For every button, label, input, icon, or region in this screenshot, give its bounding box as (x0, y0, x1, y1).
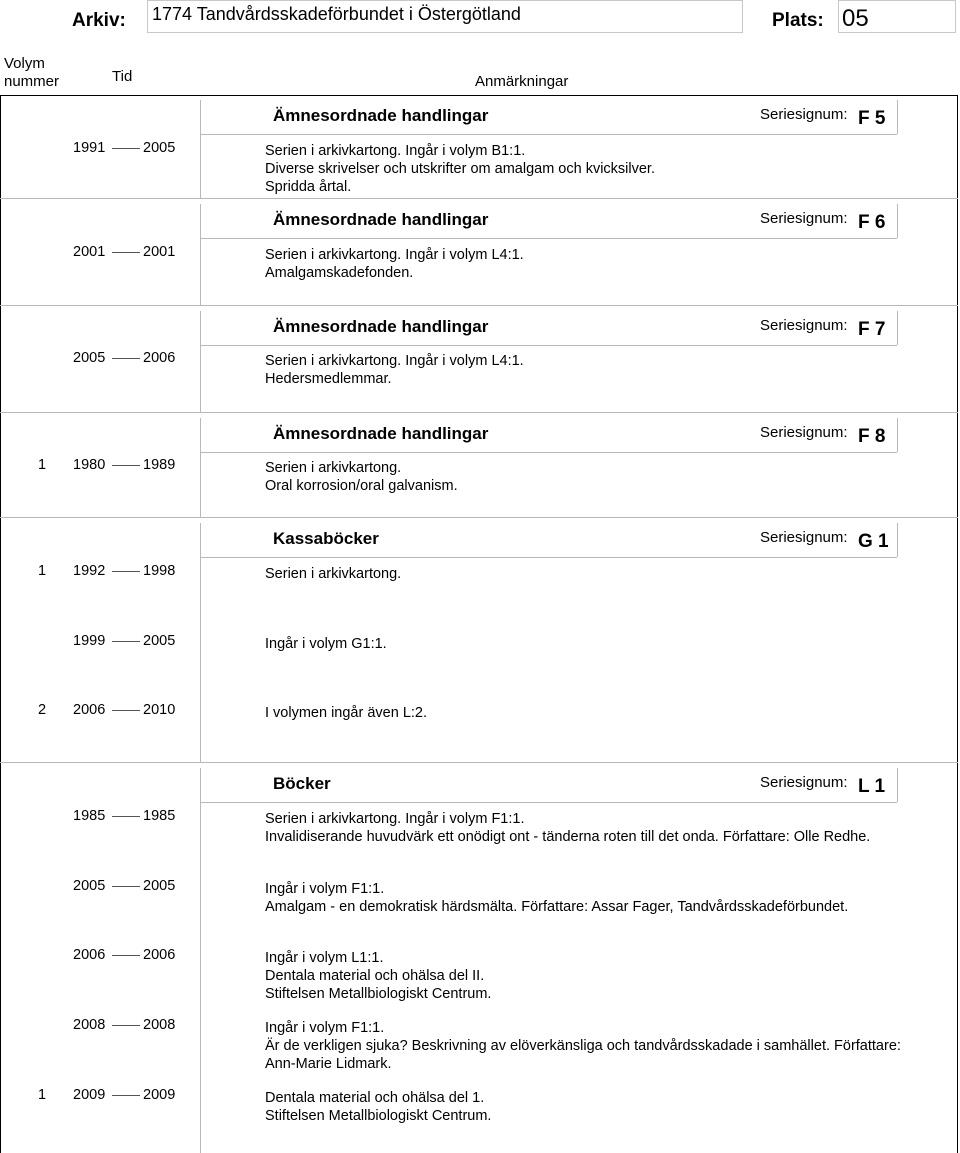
remark-line: Ingår i volym G1:1. (265, 636, 387, 652)
remark-line: Diverse skrivelser och utskrifter om amalgam och kvicksilver. (265, 161, 655, 177)
remark-line: I volymen ingår även L:2. (265, 705, 428, 721)
remark-line: Serien i arkivkartong. Ingår i volym L4:1. (265, 353, 524, 369)
year-from: 2009 (73, 1087, 106, 1103)
year-range-dash (112, 886, 140, 887)
year-range-dash (112, 710, 140, 711)
title-divider-left (200, 768, 201, 1153)
title-underline (200, 238, 897, 239)
year-from: 2006 (73, 947, 106, 963)
remark-line: Är de verkligen sjuka? Beskrivning av elöverkänsliga och tandvårdsskadade i samhället. Författare: (265, 1038, 901, 1054)
seriesignum-code: G 1 (858, 531, 889, 552)
frame-left (0, 95, 1, 1153)
year-to: 1985 (143, 808, 176, 824)
year-from: 1980 (73, 457, 106, 473)
year-range-dash (112, 955, 140, 956)
title-divider-left (200, 418, 201, 517)
year-from: 1999 (73, 633, 106, 649)
title-divider-right (897, 311, 898, 345)
seriesignum-code: F 8 (858, 426, 886, 447)
year-to: 2008 (143, 1017, 176, 1033)
year-to: 2005 (143, 633, 176, 649)
series-title: Böcker (273, 774, 331, 793)
year-range-dash (112, 148, 140, 149)
title-underline (200, 345, 897, 346)
remark-line: Dentala material och ohälsa del II. (265, 968, 485, 984)
seriesignum-label: Seriesignum: (760, 317, 848, 334)
remark-line: Serien i arkivkartong. (265, 566, 402, 582)
remark-line: Ingår i volym F1:1. (265, 881, 385, 897)
remark-line: Hedersmedlemmar. (265, 371, 392, 387)
year-from: 2001 (73, 244, 106, 260)
frame-top (0, 95, 958, 96)
section-divider (0, 198, 958, 199)
seriesignum-label: Seriesignum: (760, 210, 848, 227)
series-title: Ämnesordnade handlingar (273, 106, 489, 125)
year-range-dash (112, 1095, 140, 1096)
remark-line: Stiftelsen Metallbiologiskt Centrum. (265, 986, 492, 1002)
series-title: Kassaböcker (273, 529, 379, 548)
seriesignum-label: Seriesignum: (760, 774, 848, 791)
remark-line: Spridda årtal. (265, 179, 352, 195)
arkiv-value-box (147, 0, 743, 33)
volume-number: 2 (38, 702, 47, 718)
year-range-dash (112, 571, 140, 572)
title-divider-left (200, 100, 201, 198)
remark-line: Ingår i volym F1:1. (265, 1020, 385, 1036)
title-divider-left (200, 311, 201, 412)
col-tid: Tid (112, 68, 133, 85)
title-underline (200, 557, 897, 558)
title-divider-right (897, 523, 898, 557)
seriesignum-code: F 7 (858, 319, 886, 340)
year-range-dash (112, 358, 140, 359)
seriesignum-label: Seriesignum: (760, 424, 848, 441)
remark-line: Amalgam - en demokratisk härdsmälta. Författare: Assar Fager, Tandvårdsskadeförbundet. (265, 899, 849, 915)
remark-line: Serien i arkivkartong. Ingår i volym B1:1. (265, 143, 526, 159)
section-divider (0, 305, 958, 306)
year-from: 1991 (73, 140, 106, 156)
remark-line: Dentala material och ohälsa del 1. (265, 1090, 485, 1106)
remark-line: Invalidiserande huvudvärk ett onödigt ont - tänderna roten till det onda. Författare: Olle Redhe. (265, 829, 871, 845)
seriesignum-code: F 6 (858, 212, 886, 233)
year-to: 1989 (143, 457, 176, 473)
title-divider-left (200, 523, 201, 762)
year-to: 2006 (143, 947, 176, 963)
title-divider-right (897, 768, 898, 802)
remark-line: Serien i arkivkartong. Ingår i volym F1:1. (265, 811, 525, 827)
year-from: 2008 (73, 1017, 106, 1033)
remark-line: Amalgamskadefonden. (265, 265, 414, 281)
year-to: 2001 (143, 244, 176, 260)
title-underline (200, 802, 897, 803)
year-to: 2010 (143, 702, 176, 718)
year-range-dash (112, 252, 140, 253)
series-title: Ämnesordnade handlingar (273, 424, 489, 443)
year-range-dash (112, 641, 140, 642)
series-title: Ämnesordnade handlingar (273, 210, 489, 229)
arkiv-label: Arkiv: (72, 10, 126, 31)
year-from: 2006 (73, 702, 106, 718)
year-range-dash (112, 465, 140, 466)
volume-number: 1 (38, 1087, 47, 1103)
title-divider-left (200, 204, 201, 305)
arkiv-value: 1774 Tandvårdsskadeförbundet i Östergötland (152, 4, 521, 24)
year-from: 1985 (73, 808, 106, 824)
year-range-dash (112, 1025, 140, 1026)
frame-right (957, 95, 958, 1153)
seriesignum-label: Seriesignum: (760, 106, 848, 123)
volume-number: 1 (38, 457, 47, 473)
section-divider (0, 762, 958, 763)
title-underline (200, 452, 897, 453)
title-underline (200, 134, 897, 135)
plats-value: 05 (842, 5, 869, 32)
year-to: 2006 (143, 350, 176, 366)
year-from: 2005 (73, 350, 106, 366)
title-divider-right (897, 100, 898, 134)
year-to: 2005 (143, 140, 176, 156)
seriesignum-label: Seriesignum: (760, 529, 848, 546)
series-title: Ämnesordnade handlingar (273, 317, 489, 336)
plats-label: Plats: (772, 10, 824, 31)
year-range-dash (112, 816, 140, 817)
year-to: 2009 (143, 1087, 176, 1103)
seriesignum-code: F 5 (858, 108, 886, 129)
remark-line: Serien i arkivkartong. (265, 460, 402, 476)
volume-number: 1 (38, 563, 47, 579)
remark-line: Serien i arkivkartong. Ingår i volym L4:1. (265, 247, 524, 263)
title-divider-right (897, 418, 898, 452)
remark-line: Ann-Marie Lidmark. (265, 1056, 392, 1072)
section-divider (0, 517, 958, 518)
remark-line: Stiftelsen Metallbiologiskt Centrum. (265, 1108, 492, 1124)
plats-value-box (838, 0, 956, 33)
section-divider (0, 412, 958, 413)
seriesignum-code: L 1 (858, 776, 886, 797)
year-to: 2005 (143, 878, 176, 894)
remark-line: Ingår i volym L1:1. (265, 950, 384, 966)
year-to: 1998 (143, 563, 176, 579)
year-from: 2005 (73, 878, 106, 894)
col-anmarkningar: Anmärkningar (475, 73, 569, 90)
year-from: 1992 (73, 563, 106, 579)
col-nummer: nummer (4, 73, 60, 90)
col-volym: Volym (4, 55, 45, 72)
title-divider-right (897, 204, 898, 238)
remark-line: Oral korrosion/oral galvanism. (265, 478, 458, 494)
